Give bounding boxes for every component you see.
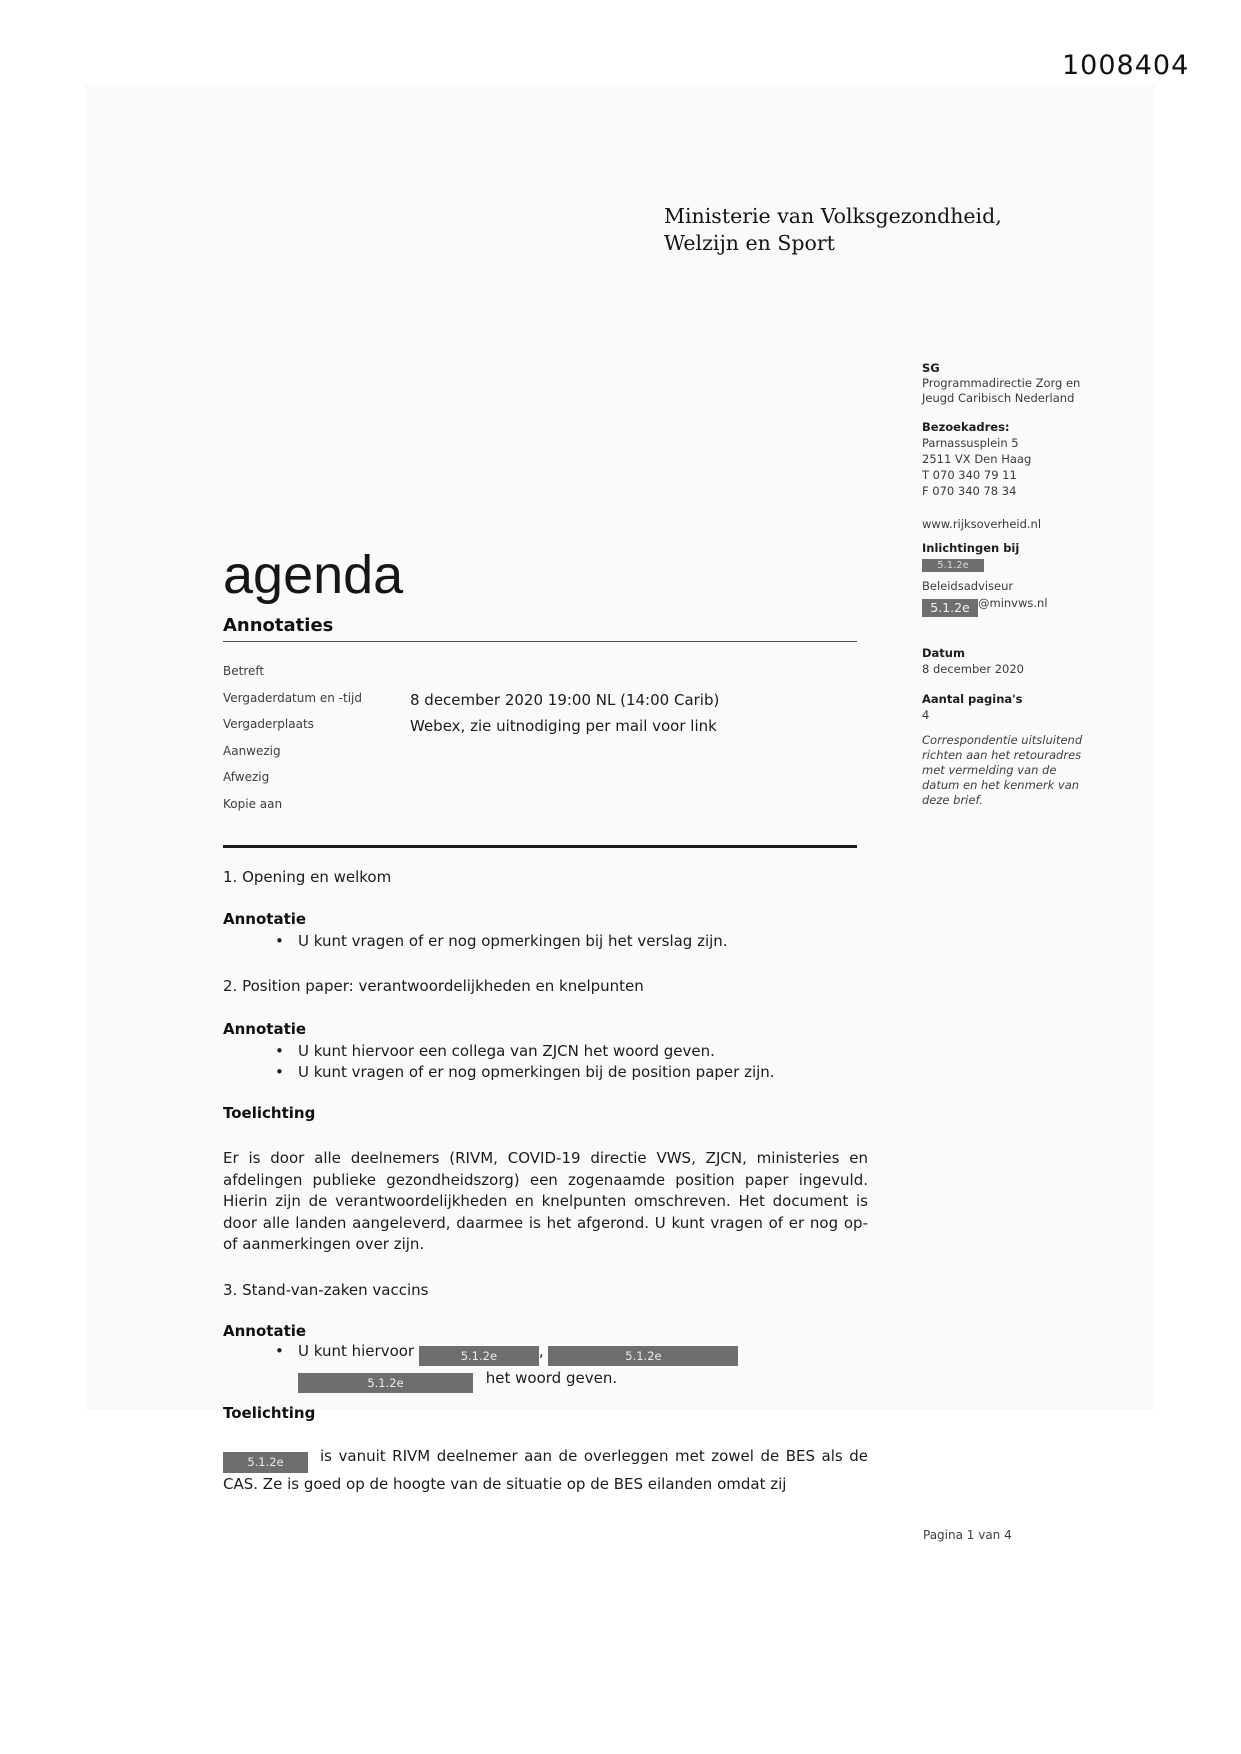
bullet-dot: • [275, 932, 284, 950]
phone-number: T 070 340 79 11 [922, 468, 1017, 482]
ministry-line-1: Ministerie van Volksgezondheid, [664, 204, 1002, 228]
date-label: Datum [922, 646, 965, 660]
annotatie-2-list [223, 1041, 868, 1083]
redaction-box: 5.1.2e [223, 1452, 308, 1473]
toelichting-heading-1: Toelichting [223, 1104, 316, 1122]
meta-value: Webex, zie uitnodiging per mail voor link [410, 717, 717, 735]
annotatie-heading-1: Annotatie [223, 910, 307, 928]
bullet-item-redacted [223, 1341, 868, 1393]
page-count-value: 4 [922, 708, 930, 722]
bullet-comma: , [538, 1342, 544, 1360]
meta-label: Afwezig [223, 770, 270, 784]
document-title: agenda [223, 545, 404, 605]
divider-thin [223, 641, 857, 642]
agenda-item-2-title: 2. Position paper: verantwoordelijkheden en knelpunten [223, 977, 644, 995]
meta-row-vergaderplaats [223, 717, 857, 744]
redaction-box: 5.1.2e [298, 1373, 473, 1393]
address-street: Parnassusplein 5 [922, 436, 1019, 450]
correspondence-note: Correspondentie uitsluitend richten aan het retouradres met vermelding van de datum en het kenmerk van deze brief. [922, 733, 1083, 807]
bullet-dot: • [275, 1042, 284, 1060]
annotatie-heading-3: Annotatie [223, 1322, 307, 1340]
meta-row-aanwezig [223, 744, 857, 771]
page-count-label: Aantal pagina's [922, 692, 1023, 706]
inquiries-name-redaction [922, 557, 1092, 572]
address-city: 2511 VX Den Haag [922, 452, 1032, 466]
contact-email [922, 596, 1092, 617]
ministry-wordmark [664, 203, 1002, 257]
org-unit-label: SG [922, 361, 940, 375]
bullet-item [223, 1041, 868, 1062]
redaction-box: 5.1.2e [922, 559, 984, 572]
ministry-line-2: Welzijn en Sport [664, 231, 835, 255]
bullet-text: U kunt vragen of er nog opmerkingen bij de position paper zijn. [298, 1063, 775, 1081]
meta-label: Betreft [223, 664, 265, 678]
fax-number: F 070 340 78 34 [922, 484, 1017, 498]
divider-thick [223, 845, 857, 848]
inquiries-label: Inlichtingen bij [922, 541, 1020, 555]
bullet-item [223, 1062, 868, 1083]
document-subtitle: Annotaties [223, 615, 334, 636]
meta-row-afwezig [223, 770, 857, 797]
contact-role: Beleidsadviseur [922, 579, 1014, 593]
redaction-box: 5.1.2e [922, 599, 978, 617]
annotatie-3-list [223, 1341, 868, 1393]
bullet-dot: • [275, 1342, 284, 1360]
annotatie-1-list [223, 931, 868, 952]
meta-value: 8 december 2020 19:00 NL (14:00 Carib) [410, 690, 720, 709]
date-value: 8 december 2020 [922, 662, 1024, 676]
email-domain: @minvws.nl [978, 596, 1048, 610]
meta-row-betreft [223, 664, 857, 691]
org-unit-line2: Jeugd Caribisch Nederland [922, 391, 1075, 405]
bullet-text: U kunt vragen of er nog opmerkingen bij het verslag zijn. [298, 932, 728, 950]
redaction-box: 5.1.2e [548, 1346, 738, 1366]
annotatie-heading-2: Annotatie [223, 1020, 307, 1038]
bullet-text-prefix: U kunt hiervoor [298, 1342, 419, 1360]
bullet-text-suffix: het woord geven. [481, 1369, 618, 1387]
agenda-item-3-title: 3. Stand-van-zaken vaccins [223, 1281, 429, 1299]
toelichting-heading-2: Toelichting [223, 1404, 316, 1422]
agenda-item-1-title: 1. Opening en welkom [223, 868, 392, 886]
document-number: 1008404 [1062, 50, 1190, 81]
toelichting-1-paragraph: Er is door alle deelnemers (RIVM, COVID-19 directie VWS, ZJCN, ministeries en afdelingen publieke gezondheidszorg) een zogenaamde position paper ingevuld. Hierin zijn de verantwoordelijkheden en knelpunten omschreven. Het document is door alle landen aangeleverd, daarmee is het afgerond. U kunt vragen of er nog op- of aanmerkingen over zijn. [223, 1149, 868, 1253]
meta-label: Vergaderplaats [223, 717, 314, 731]
bullet-item [223, 931, 868, 952]
meta-label: Vergaderdatum en -tijd [223, 690, 362, 705]
meta-row-vergaderdatum [223, 691, 857, 718]
visit-address-label: Bezoekadres: [922, 420, 1010, 434]
redaction-box: 5.1.2e [419, 1346, 539, 1366]
meta-label: Aanwezig [223, 743, 281, 758]
bullet-text: U kunt hiervoor een collega van ZJCN het woord geven. [298, 1042, 715, 1060]
bullet-redacted-line2 [298, 1368, 868, 1393]
toelichting-2-paragraph [223, 1445, 868, 1496]
bullet-dot: • [275, 1063, 284, 1081]
page-indicator: Pagina 1 van 4 [923, 1528, 1012, 1542]
meta-row-kopie-aan [223, 797, 857, 824]
org-unit-line1: Programmadirectie Zorg en [922, 376, 1081, 390]
website-url: www.rijksoverheid.nl [922, 517, 1042, 531]
paragraph-text: is vanuit RIVM deelnemer aan de overleggen met zowel de BES als de CAS. Ze is goed op de hoogte van de situatie op de BES eilanden omdat zij [223, 1447, 868, 1493]
meta-label: Kopie aan [223, 796, 283, 811]
meeting-meta-table [223, 664, 857, 823]
